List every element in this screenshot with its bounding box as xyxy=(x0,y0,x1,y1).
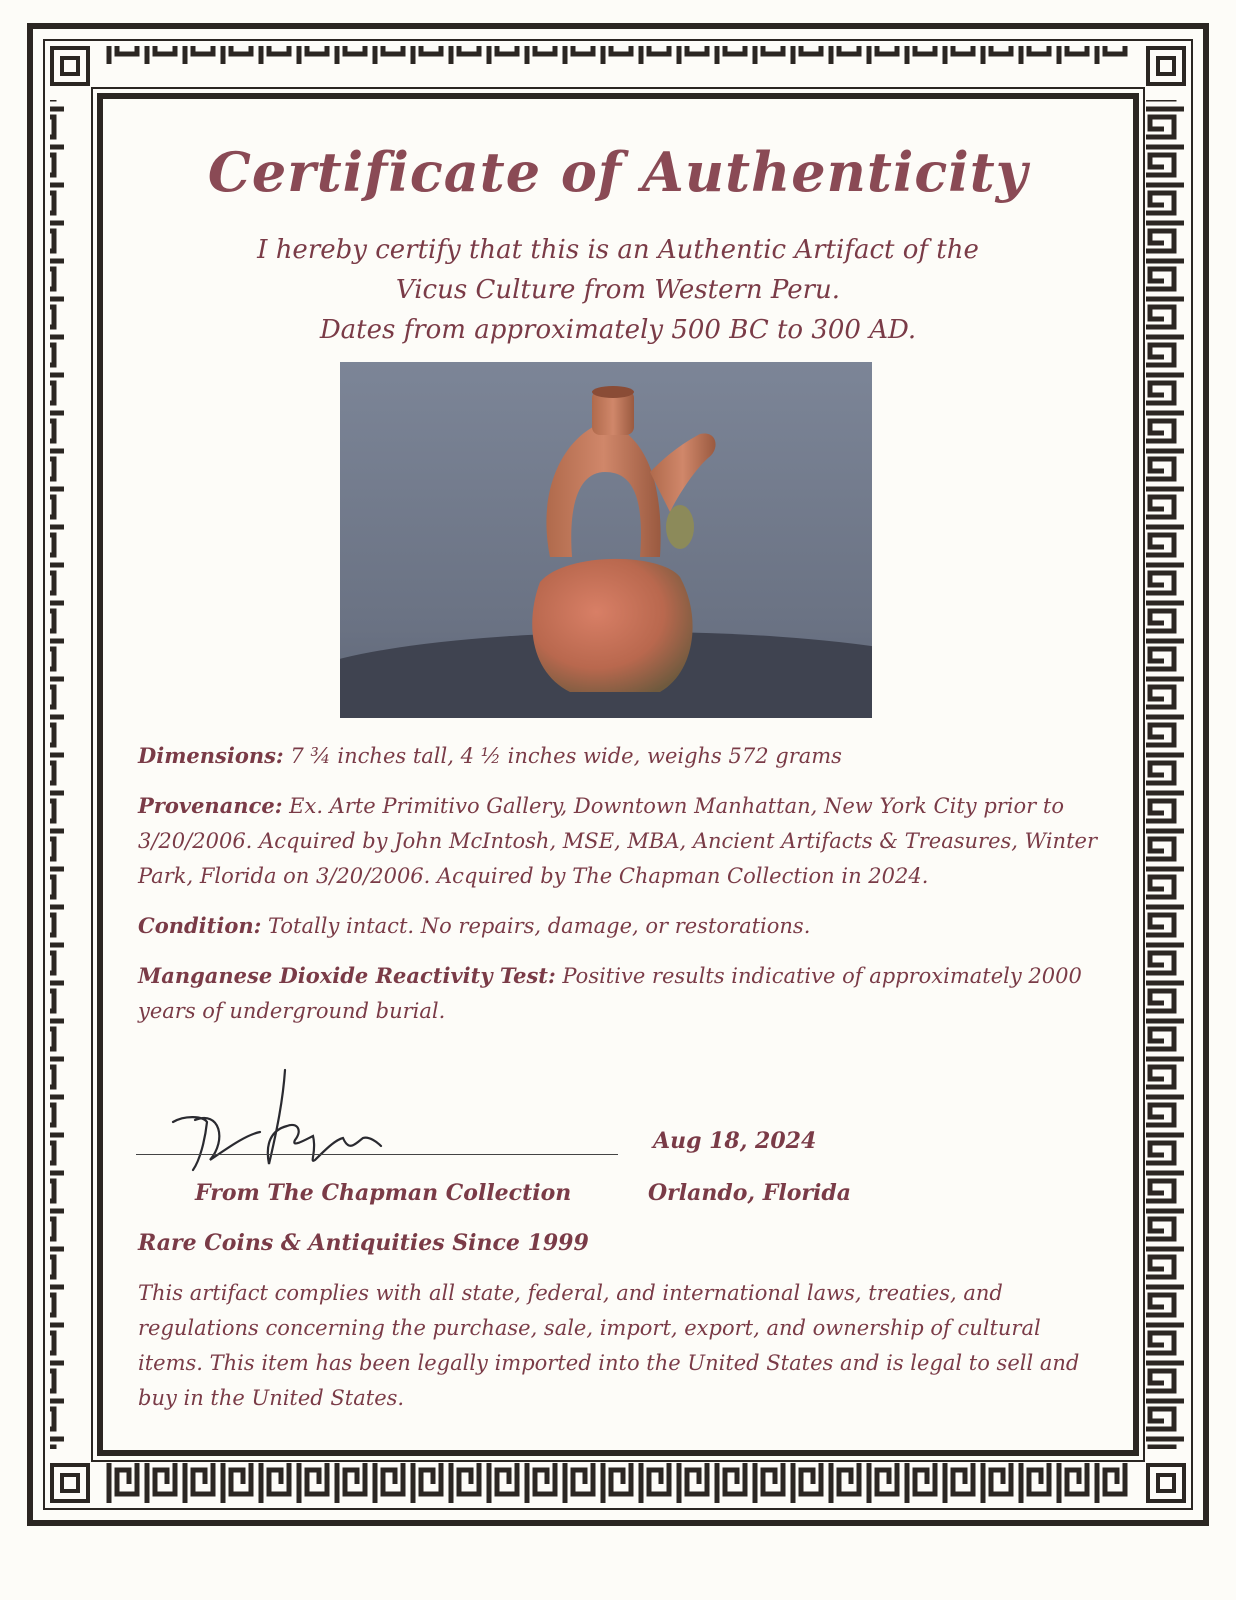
reactivity-test-value: Positive results indicative of approximately 2000 years of underground burial. xyxy=(138,964,1082,1023)
intro-line: Vicus Culture from Western Peru. xyxy=(395,275,841,305)
dimensions-label: Dimensions: xyxy=(138,743,284,768)
provenance-label: Provenance: xyxy=(138,793,283,818)
condition-label: Condition: xyxy=(138,913,262,938)
certificate-content xyxy=(110,100,1126,1500)
provenance-value: Ex. Arte Primitivo Gallery, Downtown Manhattan, New York City prior to 3/20/2006. Acquired by John McIntosh, MSE, MBA, Ancient Artifacts & Treasures, Winter Park, Florida on 3/20/2006. Acquired by The Chapman Collection in 2024. xyxy=(138,794,1097,888)
dimensions-row xyxy=(138,738,1098,774)
reactivity-test-label: Manganese Dioxide Reactivity Test: xyxy=(138,963,556,988)
dimensions-value: 7 ¾ inches tall, 4 ½ inches wide, weighs 572 grams xyxy=(283,744,842,768)
intro-line: I hereby certify that this is an Authentic Artifact of the xyxy=(257,235,979,265)
certification-statement xyxy=(110,230,1126,350)
business-tagline: Rare Coins & Antiquities Since 1999 xyxy=(138,1230,589,1256)
signature-location: Orlando, Florida xyxy=(648,1180,851,1206)
signature-line xyxy=(136,1154,618,1155)
reactivity-test-row xyxy=(138,958,1098,1029)
condition-row xyxy=(138,908,1098,944)
legal-compliance-statement: This artifact complies with all state, federal, and international laws, treaties, and regulations concerning the purchase, sale, import, export, and ownership of cultural items. This item has been legally imported into the United States and is legal to sell and buy in the United States. xyxy=(138,1281,1080,1410)
condition-value: Totally intact. No repairs, damage, or restorations. xyxy=(261,914,811,938)
artifact-photo xyxy=(340,362,872,718)
intro-line: Dates from approximately 500 BC to 300 AD. xyxy=(319,315,917,345)
handwritten-signature xyxy=(165,1060,385,1180)
provenance-row xyxy=(138,788,1098,894)
signature-date: Aug 18, 2024 xyxy=(653,1128,817,1154)
collection-name: From The Chapman Collection xyxy=(195,1180,572,1206)
certificate-title: Certificate of Authenticity xyxy=(207,140,1029,204)
artifact-details xyxy=(138,738,1098,1043)
